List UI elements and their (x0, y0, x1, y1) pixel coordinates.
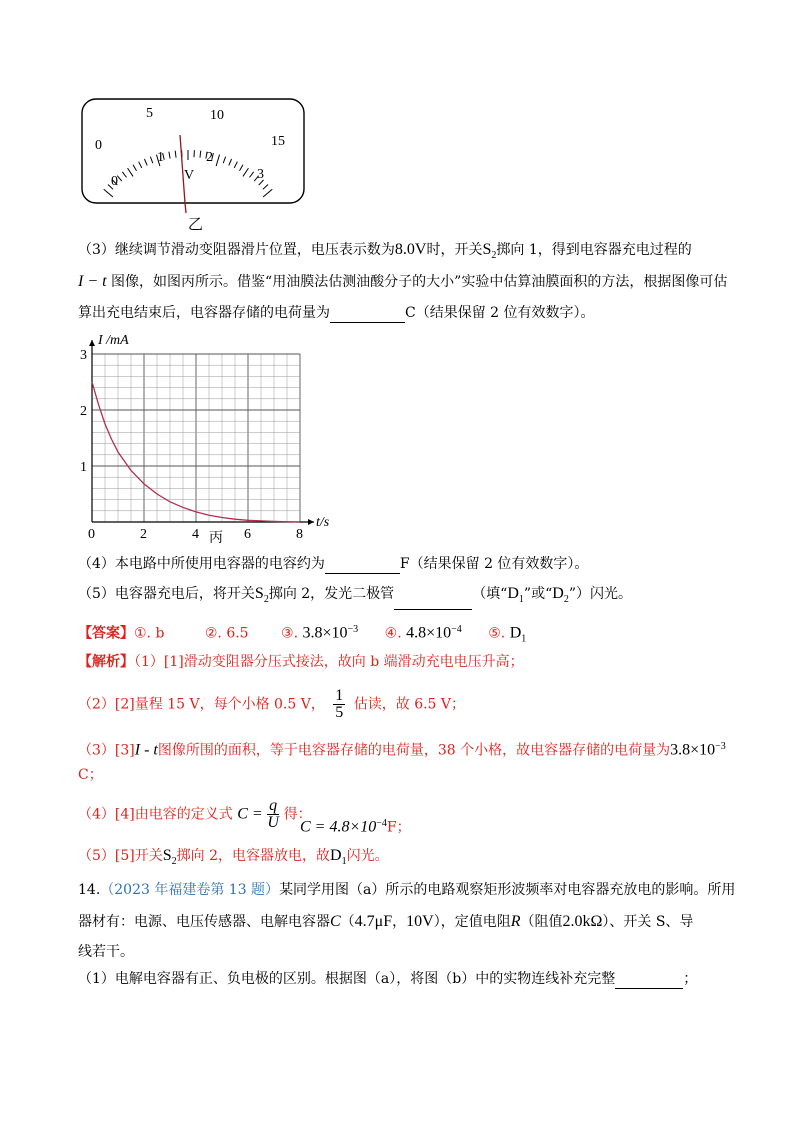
meter-tick (150, 157, 152, 164)
meter-tick (234, 162, 237, 168)
q3-line-1: （3）继续调节滑动变阻器滑片位置，电压表示数为8.0V时，开关$S_2$掷向 1，得到电容器充电过程的 (78, 241, 692, 261)
fraction-one-fifth: $\frac{1}{5}$ (335, 687, 344, 721)
answer-line: 【答案】①. b ②. 6.5 ③. $3.8\times 10^{-3}$ ④. $4.8\times 10^{-4}$ ⑤. $D_1$ (78, 624, 527, 645)
q14-line-2: 器材有：电源、电压传感器、电解电容器C（4.7μF，10V），定值电阻R（阻值2.0kΩ）、开关 S、导 (78, 913, 694, 930)
voltmeter-figure (78, 95, 318, 235)
meter-tick (200, 151, 201, 158)
chart-grid (92, 354, 300, 522)
analysis-line-2: （2）[2]量程 15 V，每个小格 0.5 V， $\frac{1}{5}$ 估读，故 6.5 V； (78, 687, 466, 721)
meter-tick (104, 189, 113, 197)
q14-line-1: 14.（2023 年福建卷第 13 题）某同学用图（a）所示的电路观察矩形波频率对电容器充放电的影响。所用 (78, 882, 736, 898)
question-source-link[interactable]: （2023 年福建卷第 13 题） (100, 882, 280, 898)
q3-line-2: I − t 图像，如图丙所示。借鉴“用油膜法估测油酸分子的大小”实验中估算油膜面积的方法，根据图像可估 (78, 273, 728, 290)
meter-tick (175, 151, 176, 158)
q4-line: （4）本电路中所使用电容器的电容约为 F（结果保留 2 位有效数字）。 (78, 556, 589, 572)
y-tick-label: 2 (80, 404, 87, 419)
x-axis-label: t/s (316, 515, 330, 530)
q4-answer-blank[interactable] (325, 557, 400, 574)
x-tick-label: 2 (140, 527, 147, 542)
meter-top-label-5: 5 (146, 106, 153, 121)
meter-tick (223, 157, 225, 164)
x-tick-label: 6 (244, 527, 251, 542)
meter-bottom-label-2: 2 (206, 150, 213, 165)
figure-caption-yi: 乙 (188, 217, 204, 233)
answer-label: 【答案】 (78, 625, 134, 642)
y-axis-arrow (89, 340, 95, 346)
q3-answer-blank[interactable] (330, 306, 405, 323)
meter-tick (128, 168, 133, 176)
meter-tick (263, 185, 268, 190)
meter-unit: V (184, 168, 195, 183)
question-number: 14. (78, 882, 101, 898)
meter-bottom-label-0: 0 (111, 174, 118, 189)
meter-tick (133, 165, 137, 171)
i-t-chart (78, 330, 378, 550)
x-tick-label: 8 (296, 527, 303, 542)
meter-tick (169, 152, 170, 159)
x-tick-label: 0 (88, 527, 95, 542)
meter-tick (229, 159, 232, 165)
y-tick-label: 3 (80, 348, 87, 363)
analysis-line-1: 【解析】（1）[1]滑动变阻器分压式接法，故向 b 端滑动充电电压升高； (78, 654, 524, 670)
chart-tick-labels (80, 348, 303, 542)
x-tick-label: 4 (192, 527, 199, 542)
meter-top-label-15: 15 (271, 134, 285, 149)
analysis-line-4: （4）[4]由电容的定义式 C = $\frac{q}{U}$ 得： (78, 797, 312, 831)
q5-line: （5）电容器充电后，将开关$S_2$掷向 2，发光二极管 （填“$D_1$”或“$D_2$”）闪光。 (78, 584, 632, 610)
meter-tick (243, 168, 248, 176)
meter-top-label-10: 10 (210, 108, 224, 123)
meter-tick (139, 162, 142, 168)
meter-tick (216, 155, 219, 166)
meter-tick (263, 189, 272, 197)
meter-bottom-label-3: 3 (257, 167, 264, 182)
analysis-line-3b: C； (78, 767, 103, 783)
meter-tick (250, 172, 254, 178)
fraction-q-over-u: $\frac{q}{U}$ (267, 797, 279, 831)
y-tick-label: 1 (80, 460, 87, 475)
q14-line-4: （1）电解电容器有正、负电极的区别。根据图（a），将图（b）中的实物连线补充完整 ； (78, 971, 698, 987)
q3-line-3: 算出充电结束后，电容器存储的电荷量为 C（结果保留 2 位有效数字）。 (78, 305, 595, 321)
figure-caption-bing: 丙 (209, 531, 223, 546)
q14-answer-blank[interactable] (615, 972, 683, 989)
meter-tick (240, 165, 244, 171)
meter-tick (144, 159, 147, 165)
analysis-line-4-result: $C = 4.8\times 10^{-4}F$； (300, 818, 411, 836)
q5-answer-blank[interactable] (394, 593, 472, 610)
meter-tick (122, 172, 126, 178)
meter-bottom-label-1: 1 (157, 150, 164, 165)
q14-line-3: 线若干。 (78, 944, 134, 960)
analysis-line-3: （3）[3]I - t图像所围的面积，等于电容器存储的电荷量，38 个小格，故电容器存储的电荷量为$3.8\times 10^{-3}$ (78, 741, 726, 759)
y-axis-label: I /mA (98, 333, 129, 348)
analysis-line-5: （5）[5]开关$S_2$掷向 2，电容器放电，故$D_1$闪光。 (78, 847, 389, 867)
x-axis-arrow (308, 519, 314, 525)
meter-top-label-0: 0 (95, 138, 102, 153)
analysis-label: 【解析】 (78, 654, 134, 670)
